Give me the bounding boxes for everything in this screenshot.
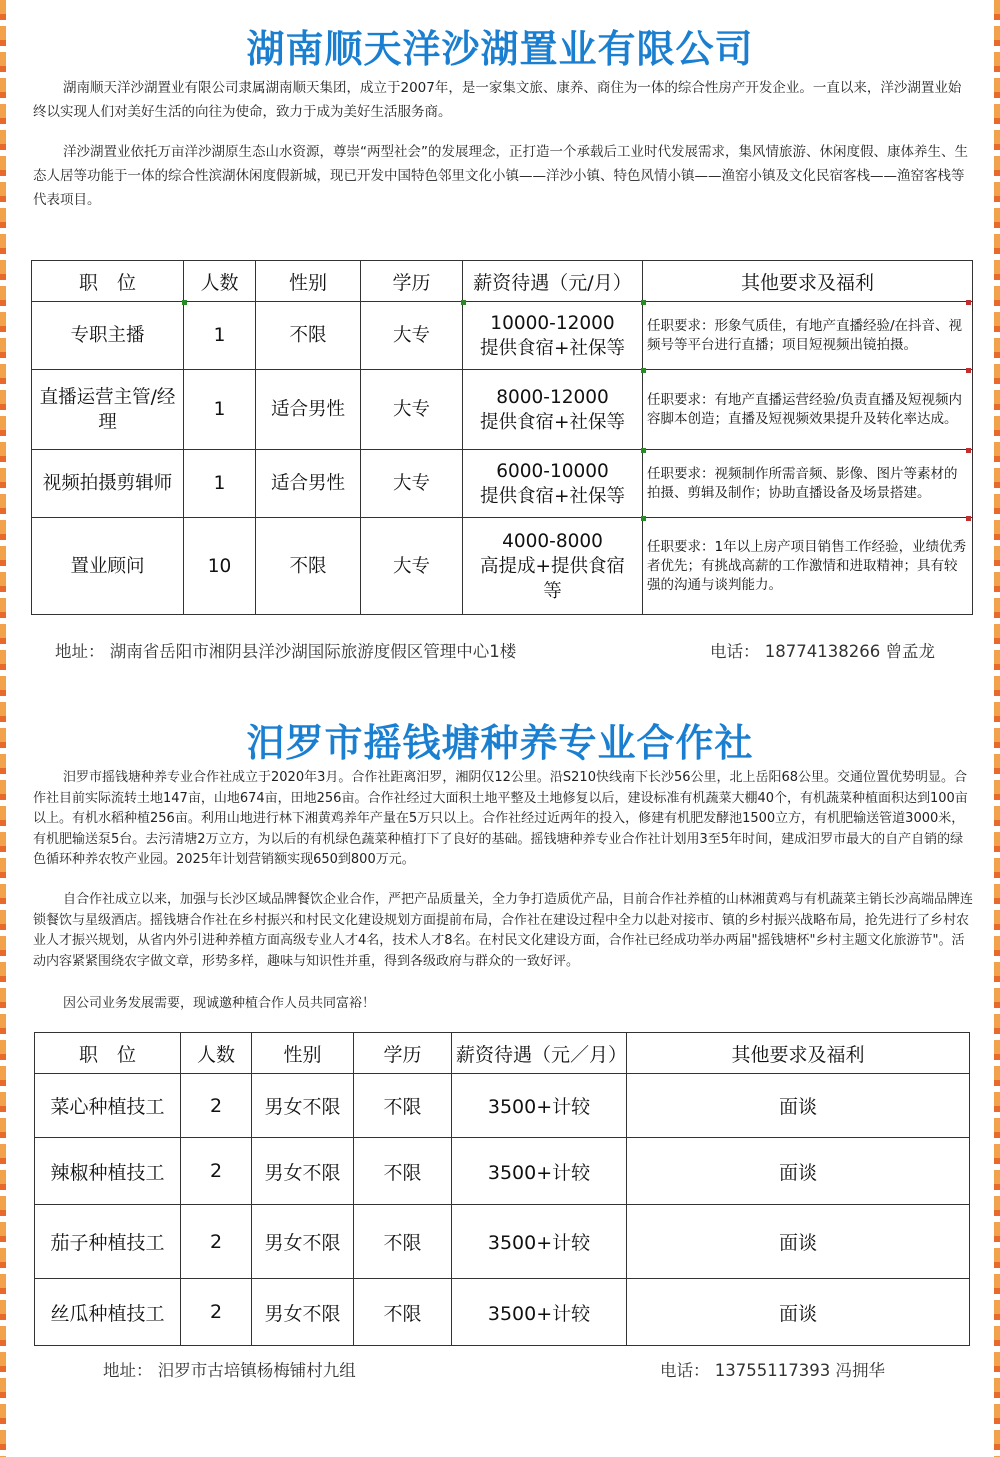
company1-title: 湖南顺天洋沙湖置业有限公司	[246, 27, 754, 71]
header-gender: 性别	[256, 261, 361, 302]
cell-count: 1	[184, 370, 256, 450]
table-row	[32, 518, 973, 615]
cell-position: 置业顾问	[32, 518, 184, 615]
cell-gender: 适合男性	[256, 450, 361, 518]
header-education: 学历	[354, 1033, 452, 1074]
cell-education: 不限	[354, 1138, 452, 1205]
cell-count: 2	[181, 1138, 252, 1205]
table-row	[32, 302, 973, 370]
salary-range: 8000-12000	[496, 386, 609, 408]
cell-gender: 不限	[256, 302, 361, 370]
cell-position: 直播运营主管/经理	[32, 370, 184, 450]
cell-education: 大专	[361, 370, 463, 450]
company2-job-table	[34, 1032, 970, 1346]
cell-salary: 3500+计较	[452, 1205, 627, 1279]
cell-count: 1	[184, 450, 256, 518]
company2-title: 汨罗市摇钱塘种养专业合作社	[246, 721, 754, 765]
cell-position: 视频拍摄剪辑师	[32, 450, 184, 518]
cell-gender: 男女不限	[252, 1074, 354, 1138]
company1-intro-paragraph-1: 湖南顺天洋沙湖置业有限公司隶属湖南顺天集团，成立于2007年，是一家集文旅、康养、商住为一体的综合性房产开发企业。一直以来，洋沙湖置业始终以实现人们对美好生活的向往为使命，致力于成为美好生活服务商。	[33, 80, 962, 120]
salary-benefits: 提供食宿+社保等	[479, 337, 625, 359]
cell-gender: 男女不限	[252, 1138, 354, 1205]
company2-intro-paragraph-1: 汨罗市摇钱塘种养专业合作社成立于2020年3月。合作社距离汨罗，湘阴仅12公里。沿S210快线南下长沙56公里，北上岳阳68公里。交通位置优势明显。合作社目前实际流转土地147亩，山地674亩，田地256亩。合作社经过大面积土地平整及土地修复以后，建设标准有机蔬菜大棚40个，有机蔬菜种植面积达到100亩以上。有机水稻种植256亩。利用山地进行林下湘黄鸡养年产量在5万只以上。合作社经过近两年的投入，修建有机肥发酵池1500立方，有机肥输送管道3000米，有机肥输送泵5台。去污清塘2万立方，为以后的有机绿色蔬菜种植打下了良好的基础。摇钱塘种养专业合作社计划用3至5年时间，建成汨罗市最大的自产自销的绿色循环种养农牧产业园。2025年计划营销额实现650到800万元。	[33, 770, 968, 867]
header-position: 职 位	[32, 261, 184, 302]
table-header-row	[35, 1033, 970, 1074]
cell-gender: 男女不限	[252, 1205, 354, 1279]
header-count: 人数	[184, 261, 256, 302]
company2-phone: 电话： 13755117393 冯拥华	[660, 1361, 885, 1380]
header-gender: 性别	[252, 1033, 354, 1074]
cell-corner-marker	[641, 448, 646, 453]
table-row	[35, 1074, 970, 1138]
cell-count: 1	[184, 302, 256, 370]
company1-intro-paragraph-2: 洋沙湖置业依托万亩洋沙湖原生态山水资源，尊崇“两型社会”的发展理念，正打造一个承载后工业时代发展需求，集风情旅游、休闲度假、康体养生、生态人居等功能于一体的综合性滨湖休闲度假新城，现已开发中国特色邻里文化小镇——洋沙小镇、特色风情小镇——渔窑小镇及文化民宿客栈——渔窑客栈等代表项目。	[33, 144, 968, 208]
header-position: 职 位	[35, 1033, 181, 1074]
cell-gender: 不限	[256, 518, 361, 615]
table-row	[35, 1138, 970, 1205]
cell-position: 菜心种植技工	[35, 1074, 181, 1138]
cell-corner-marker	[966, 368, 971, 373]
salary-benefits: 提供食宿+社保等	[479, 485, 625, 507]
salary-benefits: 高提成+提供食宿	[479, 555, 625, 577]
cell-salary	[463, 450, 643, 518]
cell-requirements: 面谈	[627, 1074, 970, 1138]
header-education: 学历	[361, 261, 463, 302]
table-row	[35, 1279, 970, 1346]
cell-corner-marker	[966, 448, 971, 453]
company2-intro-paragraph-2: 自合作社成立以来，加强与长沙区域品牌餐饮企业合作，严把产品质量关，全力争打造质优产品，目前合作社养植的山林湘黄鸡与有机蔬菜主销长沙高端品牌连锁餐饮与星级酒店。摇钱塘合作社在乡村振兴和村民文化建设规划方面提前布局，合作社在建设过程中全力以赴对接市、镇的乡村振兴战略布局，抢先进行了乡村农业人才振兴规划，从省内外引进种养植方面高级专业人才4名，技术人才8名。在村民文化建设方面，合作社已经成功举办两届"摇钱塘杯"乡村主题文化旅游节"。活动内容紧紧围绕农字做文章，形势多样，趣味与知识性并重，得到各级政府与群众的一致好评。	[33, 892, 974, 969]
salary-range: 4000-8000	[502, 530, 603, 552]
salary-benefits-cont: 等	[543, 580, 562, 602]
company1-address: 地址： 湖南省岳阳市湘阴县洋沙湖国际旅游度假区管理中心1楼	[55, 642, 517, 661]
cell-requirements: 任职要求：1年以上房产项目销售工作经验，业绩优秀者优先；有挑战高薪的工作激情和进取精神；具有较强的沟通与谈判能力。	[643, 518, 973, 615]
cell-education: 不限	[354, 1279, 452, 1346]
header-requirements: 其他要求及福利	[627, 1033, 970, 1074]
cell-requirements: 任职要求：有地产直播运营经验/负责直播及短视频内容脚本创造；直播及短视频效果提升及转化率达成。	[643, 370, 973, 450]
cell-salary: 3500+计较	[452, 1279, 627, 1346]
cell-requirements: 面谈	[627, 1279, 970, 1346]
cell-corner-marker	[641, 300, 646, 305]
cell-gender: 男女不限	[252, 1279, 354, 1346]
table-row	[35, 1205, 970, 1279]
table-row	[32, 370, 973, 450]
company1-job-table	[31, 260, 973, 615]
cell-count: 2	[181, 1279, 252, 1346]
cell-corner-marker	[182, 300, 187, 305]
cell-count: 2	[181, 1205, 252, 1279]
cell-count: 2	[181, 1074, 252, 1138]
cell-requirements: 任职要求：形象气质佳，有地产直播经验/在抖音、视频号等平台进行直播；项目短视频出镜拍摄。	[643, 302, 973, 370]
cell-salary: 3500+计较	[452, 1138, 627, 1205]
cell-salary: 3500+计较	[452, 1074, 627, 1138]
table-row	[32, 450, 973, 518]
cell-gender: 适合男性	[256, 370, 361, 450]
cell-requirements: 面谈	[627, 1138, 970, 1205]
cell-requirements: 面谈	[627, 1205, 970, 1279]
table-header-row	[32, 261, 973, 302]
cell-corner-marker	[966, 300, 971, 305]
cell-corner-marker	[641, 368, 646, 373]
header-count: 人数	[181, 1033, 252, 1074]
cell-corner-marker	[966, 516, 971, 521]
cell-position: 专职主播	[32, 302, 184, 370]
cell-position: 丝瓜种植技工	[35, 1279, 181, 1346]
salary-range: 10000-12000	[490, 312, 615, 334]
cell-salary	[463, 370, 643, 450]
cell-corner-marker	[641, 516, 646, 521]
company2-address: 地址： 汨罗市古培镇杨梅铺村九组	[103, 1361, 356, 1380]
cell-education: 大专	[361, 450, 463, 518]
company1-phone: 电话： 18774138266 曾孟龙	[710, 642, 935, 661]
company2-recruit-note: 因公司业务发展需要，现诚邀种植合作人员共同富裕！	[63, 996, 376, 1011]
header-requirements: 其他要求及福利	[643, 261, 973, 302]
cell-education: 大专	[361, 518, 463, 615]
cell-salary	[463, 302, 643, 370]
cell-education: 不限	[354, 1205, 452, 1279]
cell-education: 不限	[354, 1074, 452, 1138]
cell-requirements: 任职要求：视频制作所需音频、影像、图片等素材的拍摄、剪辑及制作；协助直播设备及场景搭建。	[643, 450, 973, 518]
cell-position: 辣椒种植技工	[35, 1138, 181, 1205]
cell-education: 大专	[361, 302, 463, 370]
header-salary: 薪资待遇（元／月）	[452, 1033, 627, 1074]
cell-corner-marker	[461, 300, 466, 305]
cell-count: 10	[184, 518, 256, 615]
salary-range: 6000-10000	[496, 460, 609, 482]
header-salary: 薪资待遇（元/月）	[463, 261, 643, 302]
cell-position: 茄子种植技工	[35, 1205, 181, 1279]
salary-benefits: 提供食宿+社保等	[479, 411, 625, 433]
cell-salary	[463, 518, 643, 615]
